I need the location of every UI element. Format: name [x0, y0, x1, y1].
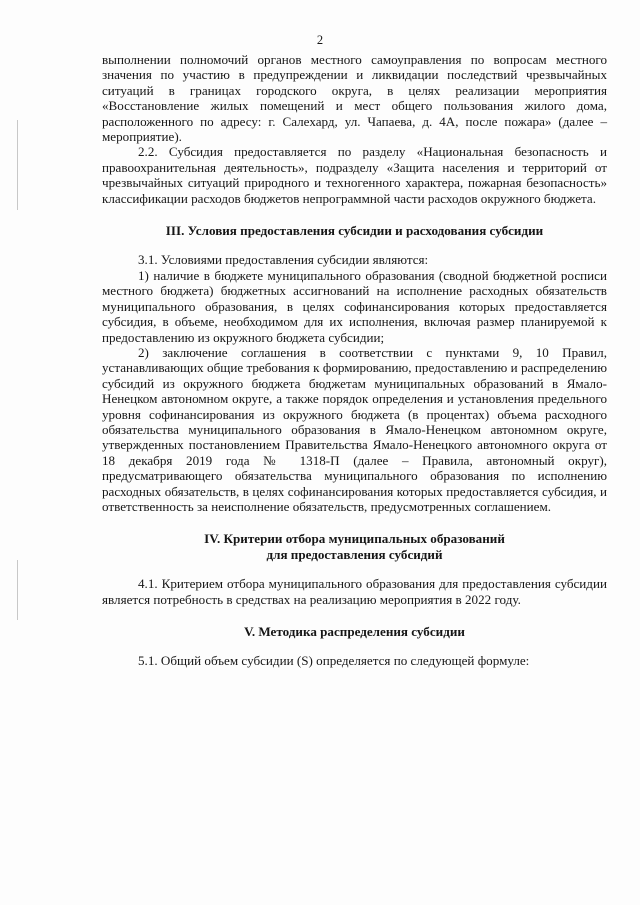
document-body: [102, 52, 607, 669]
scan-margin-mark: [17, 560, 18, 620]
page-number: 2: [316, 33, 324, 47]
intro-continuation-paragraph: выполнении полномочий органов местного самоуправления по вопросам местного значения по участию в предупреждении и ликвидации последствий чрезвычайных ситуаций в границах городского округа, в целях реализации мероприятия «Восстановление жилых помещений и мест общего пользования жилого дома, расположенного по адресу: г. Салехард, ул. Чапаева, д. 4А, после пожара» (далее – мероприятие).: [102, 52, 607, 145]
paragraph-5-1: 5.1. Общий объем субсидии (S) определяется по следующей формуле:: [138, 653, 530, 669]
paragraph-3-1: 3.1. Условиями предоставления субсидии являются:: [138, 252, 429, 268]
section-4-heading: [102, 531, 607, 562]
paragraph-3-1-item-2: 2) заключение соглашения в соответствии с пунктами 9, 10 Правил, устанавливающих общие требования к формированию, предоставлению и распределению субсидий из окружного бюджета бюджетам муниципальных образований в Ямало-Ненецком автономном округе, а также порядок определения и установления предельного уровня софинансирования из окружного бюджета (в процентах) объема расходного обязательства муниципального образования в Ямало-Ненецком автономном округе, утвержденных постановлением Правительства Ямало-Ненецкого автономного округа от 18 декабря 2019 года № 1318-П (далее – Правила, автономный округ), предусматривающего обязательства муниципального образования по исполнению расходных обязательств, в целях софинансирования которых предоставляется субсидия, и ответственность за неисполнение обязательств, предусмотренных соглашением.: [102, 344, 607, 514]
paragraph-4-1: 4.1. Критерием отбора муниципального образования для предоставления субсидии является потребность в средствах на реализацию мероприятия в 2022 году.: [102, 576, 607, 607]
section-3-heading: III. Условия предоставления субсидии и расходования субсидии: [165, 223, 544, 239]
section-4-heading-line-1: IV. Критерии отбора муниципальных образований: [204, 531, 505, 547]
scan-margin-mark: [17, 120, 18, 210]
section-5-heading: V. Методика распределения субсидии: [244, 624, 465, 639]
paragraph-2-2: 2.2. Субсидия предоставляется по разделу «Национальная безопасность и правоохранительная деятельность», подразделу «Защита населения и территорий от чрезвычайных ситуаций природного и техногенного характера, пожарная безопасность» классификации расходов бюджетов непрограммной части расходов окружного бюджета.: [102, 144, 607, 206]
section-4-heading-line-2: для предоставления субсидий: [266, 546, 443, 562]
paragraph-3-1-item-1: 1) наличие в бюджете муниципального образования (сводной бюджетной росписи местного бюджета) бюджетных ассигнований на исполнение расходных обязательств муниципального образования, в целях софинансирования которых предоставляется субсидия, в объеме, необходимом для их исполнения, включая размер планируемой к предоставлению из окружного бюджета субсидии;: [102, 267, 607, 345]
